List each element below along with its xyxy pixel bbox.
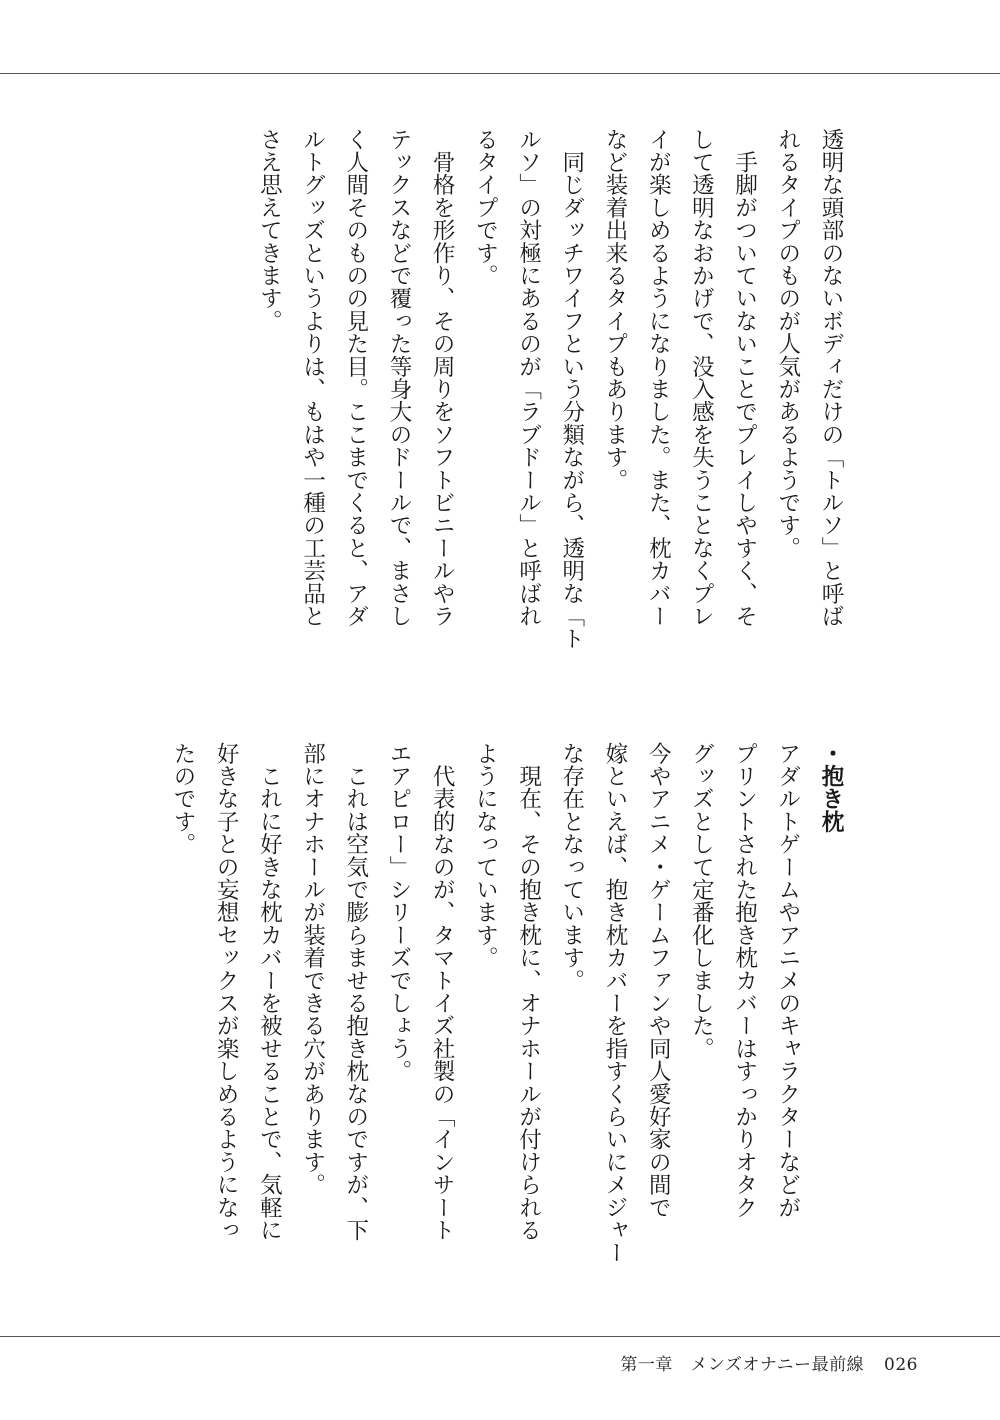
upper-text-block — [247, 128, 852, 708]
text-column: 透明な頭部のないボディだけの「トルソ」と呼ば — [818, 128, 844, 628]
page-number: 026 — [884, 1355, 918, 1375]
text-column: 同じダッチワイフという分類ながら、透明な「ト — [558, 128, 585, 651]
running-title: 第一章 メンズオナニー最前線 — [620, 1355, 865, 1375]
text-column: く人間そのものの見た目。ここまでくると、アダ — [342, 128, 369, 628]
text-column: 部にオナホールが装着できる穴があります。 — [299, 742, 326, 1196]
text-column: これは空気で膨らませる抱き枕なのですが、下 — [342, 742, 369, 1242]
text-column: たのです。 — [169, 742, 196, 856]
text-column: れるタイプのものが人気があるようです。 — [774, 128, 801, 560]
text-column: エアピロー」シリーズでしょう。 — [385, 742, 412, 1083]
page-footer — [620, 1350, 918, 1375]
text-column: ルソ」の対極にあるのが「ラブドール」と呼ばれ — [515, 128, 542, 628]
text-column: して透明なおかげで、没入感を失うことなくプレ — [688, 128, 715, 628]
text-column: 好きな子との妄想セックスが楽しめるようになっ — [213, 742, 240, 1242]
text-column: これに好きな枕カバーを被せることで、気軽に — [256, 742, 283, 1242]
text-column: 骨格を形作り、その周りをソフトビニールやラ — [429, 128, 456, 628]
text-column: 手脚がついていないことでプレイしやすく、そ — [731, 128, 758, 628]
section-heading: ・抱き枕 — [818, 742, 844, 833]
text-column: アダルトゲームやアニメのキャラクターなどが — [774, 742, 801, 1219]
text-column: 現在、その抱き枕に、オナホールが付けられる — [515, 742, 542, 1242]
text-column: 今やアニメ・ゲームファンや同人愛好家の間で — [645, 742, 672, 1219]
text-column: グッズとして定番化しました。 — [688, 742, 715, 1060]
bottom-rule — [0, 1336, 1000, 1337]
text-column: るタイプです。 — [472, 128, 499, 287]
top-rule — [0, 73, 1000, 74]
text-column: イが楽しめるようになりました。また、枕カバー — [645, 128, 672, 628]
text-column: な存在となっています。 — [558, 742, 585, 992]
text-column: さえ思えてきます。 — [256, 128, 283, 333]
lower-text-block — [161, 742, 852, 1302]
text-column: など装着出来るタイプもあります。 — [601, 128, 628, 492]
text-column: プリントされた抱き枕カバーはすっかりオタク — [731, 742, 758, 1219]
text-column: テックスなどで覆った等身大のドールで、まさし — [385, 128, 412, 628]
text-column: 嫁といえば、抱き枕カバーを指すくらいにメジャー — [601, 742, 628, 1265]
text-column: 代表的なのが、タマトイズ社製の「インサート — [429, 742, 456, 1242]
text-column: ようになっています。 — [472, 742, 499, 969]
text-column: ルトグッズというよりは、もはや一種の工芸品と — [299, 128, 326, 628]
